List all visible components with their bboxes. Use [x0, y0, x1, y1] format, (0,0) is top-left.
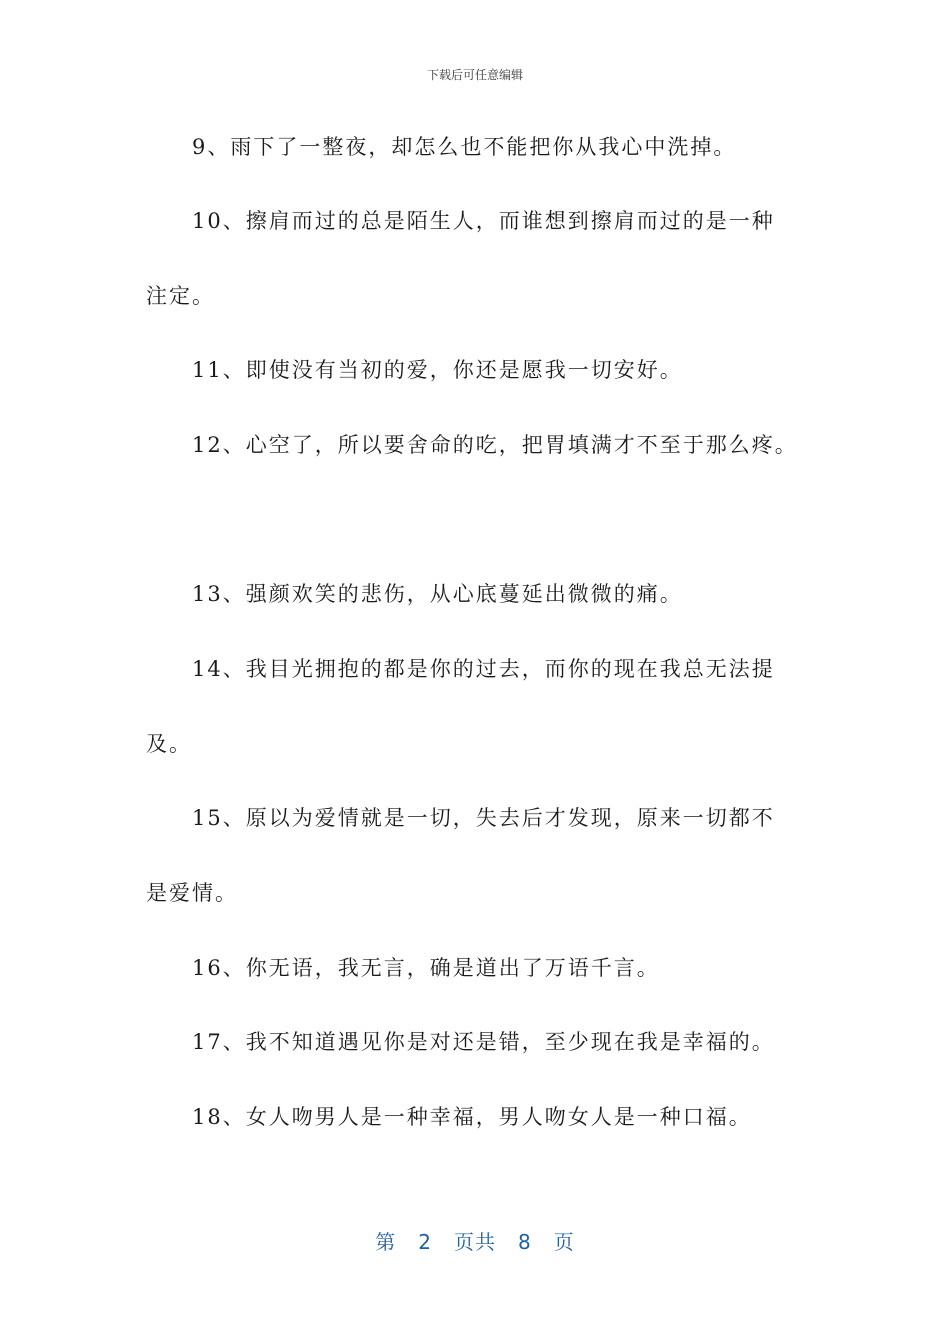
item-10: 10、擦肩而过的总是陌生人，而谁想到擦肩而过的是一种 [192, 209, 775, 233]
item-17: 17、我不知道遇见你是对还是错，至少现在我是幸福的。 [192, 1030, 775, 1054]
item-13: 13、强颜欢笑的悲伤，从心底蔓延出微微的痛。 [192, 582, 683, 606]
footer-total-pages: 8 [518, 1230, 532, 1254]
page-footer [0, 1226, 950, 1255]
footer-prefix: 第 [375, 1230, 397, 1254]
footer-middle: 页共 [454, 1230, 496, 1254]
item-16: 16、你无语，我无言，确是道出了万语千言。 [192, 956, 660, 980]
item-14: 14、我目光拥抱的都是你的过去，而你的现在我总无法提 [192, 657, 775, 681]
item-10-continuation: 注定。 [146, 284, 215, 308]
footer-suffix: 页 [553, 1230, 575, 1254]
item-15-continuation: 是爱情。 [146, 881, 238, 905]
footer-current-page: 2 [418, 1230, 432, 1254]
item-14-continuation: 及。 [146, 732, 192, 756]
item-11: 11、即使没有当初的爱，你还是愿我一切安好。 [192, 358, 683, 382]
item-9: 9、雨下了一整夜，却怎么也不能把你从我心中洗掉。 [192, 135, 737, 159]
item-18: 18、女人吻男人是一种幸福，男人吻女人是一种口福。 [192, 1105, 752, 1129]
item-15: 15、原以为爱情就是一切，失去后才发现，原来一切都不 [192, 806, 775, 830]
header-note: 下载后可任意编辑 [426, 68, 523, 82]
item-12: 12、心空了，所以要舍命的吃，把胃填满才不至于那么疼。 [192, 433, 798, 457]
